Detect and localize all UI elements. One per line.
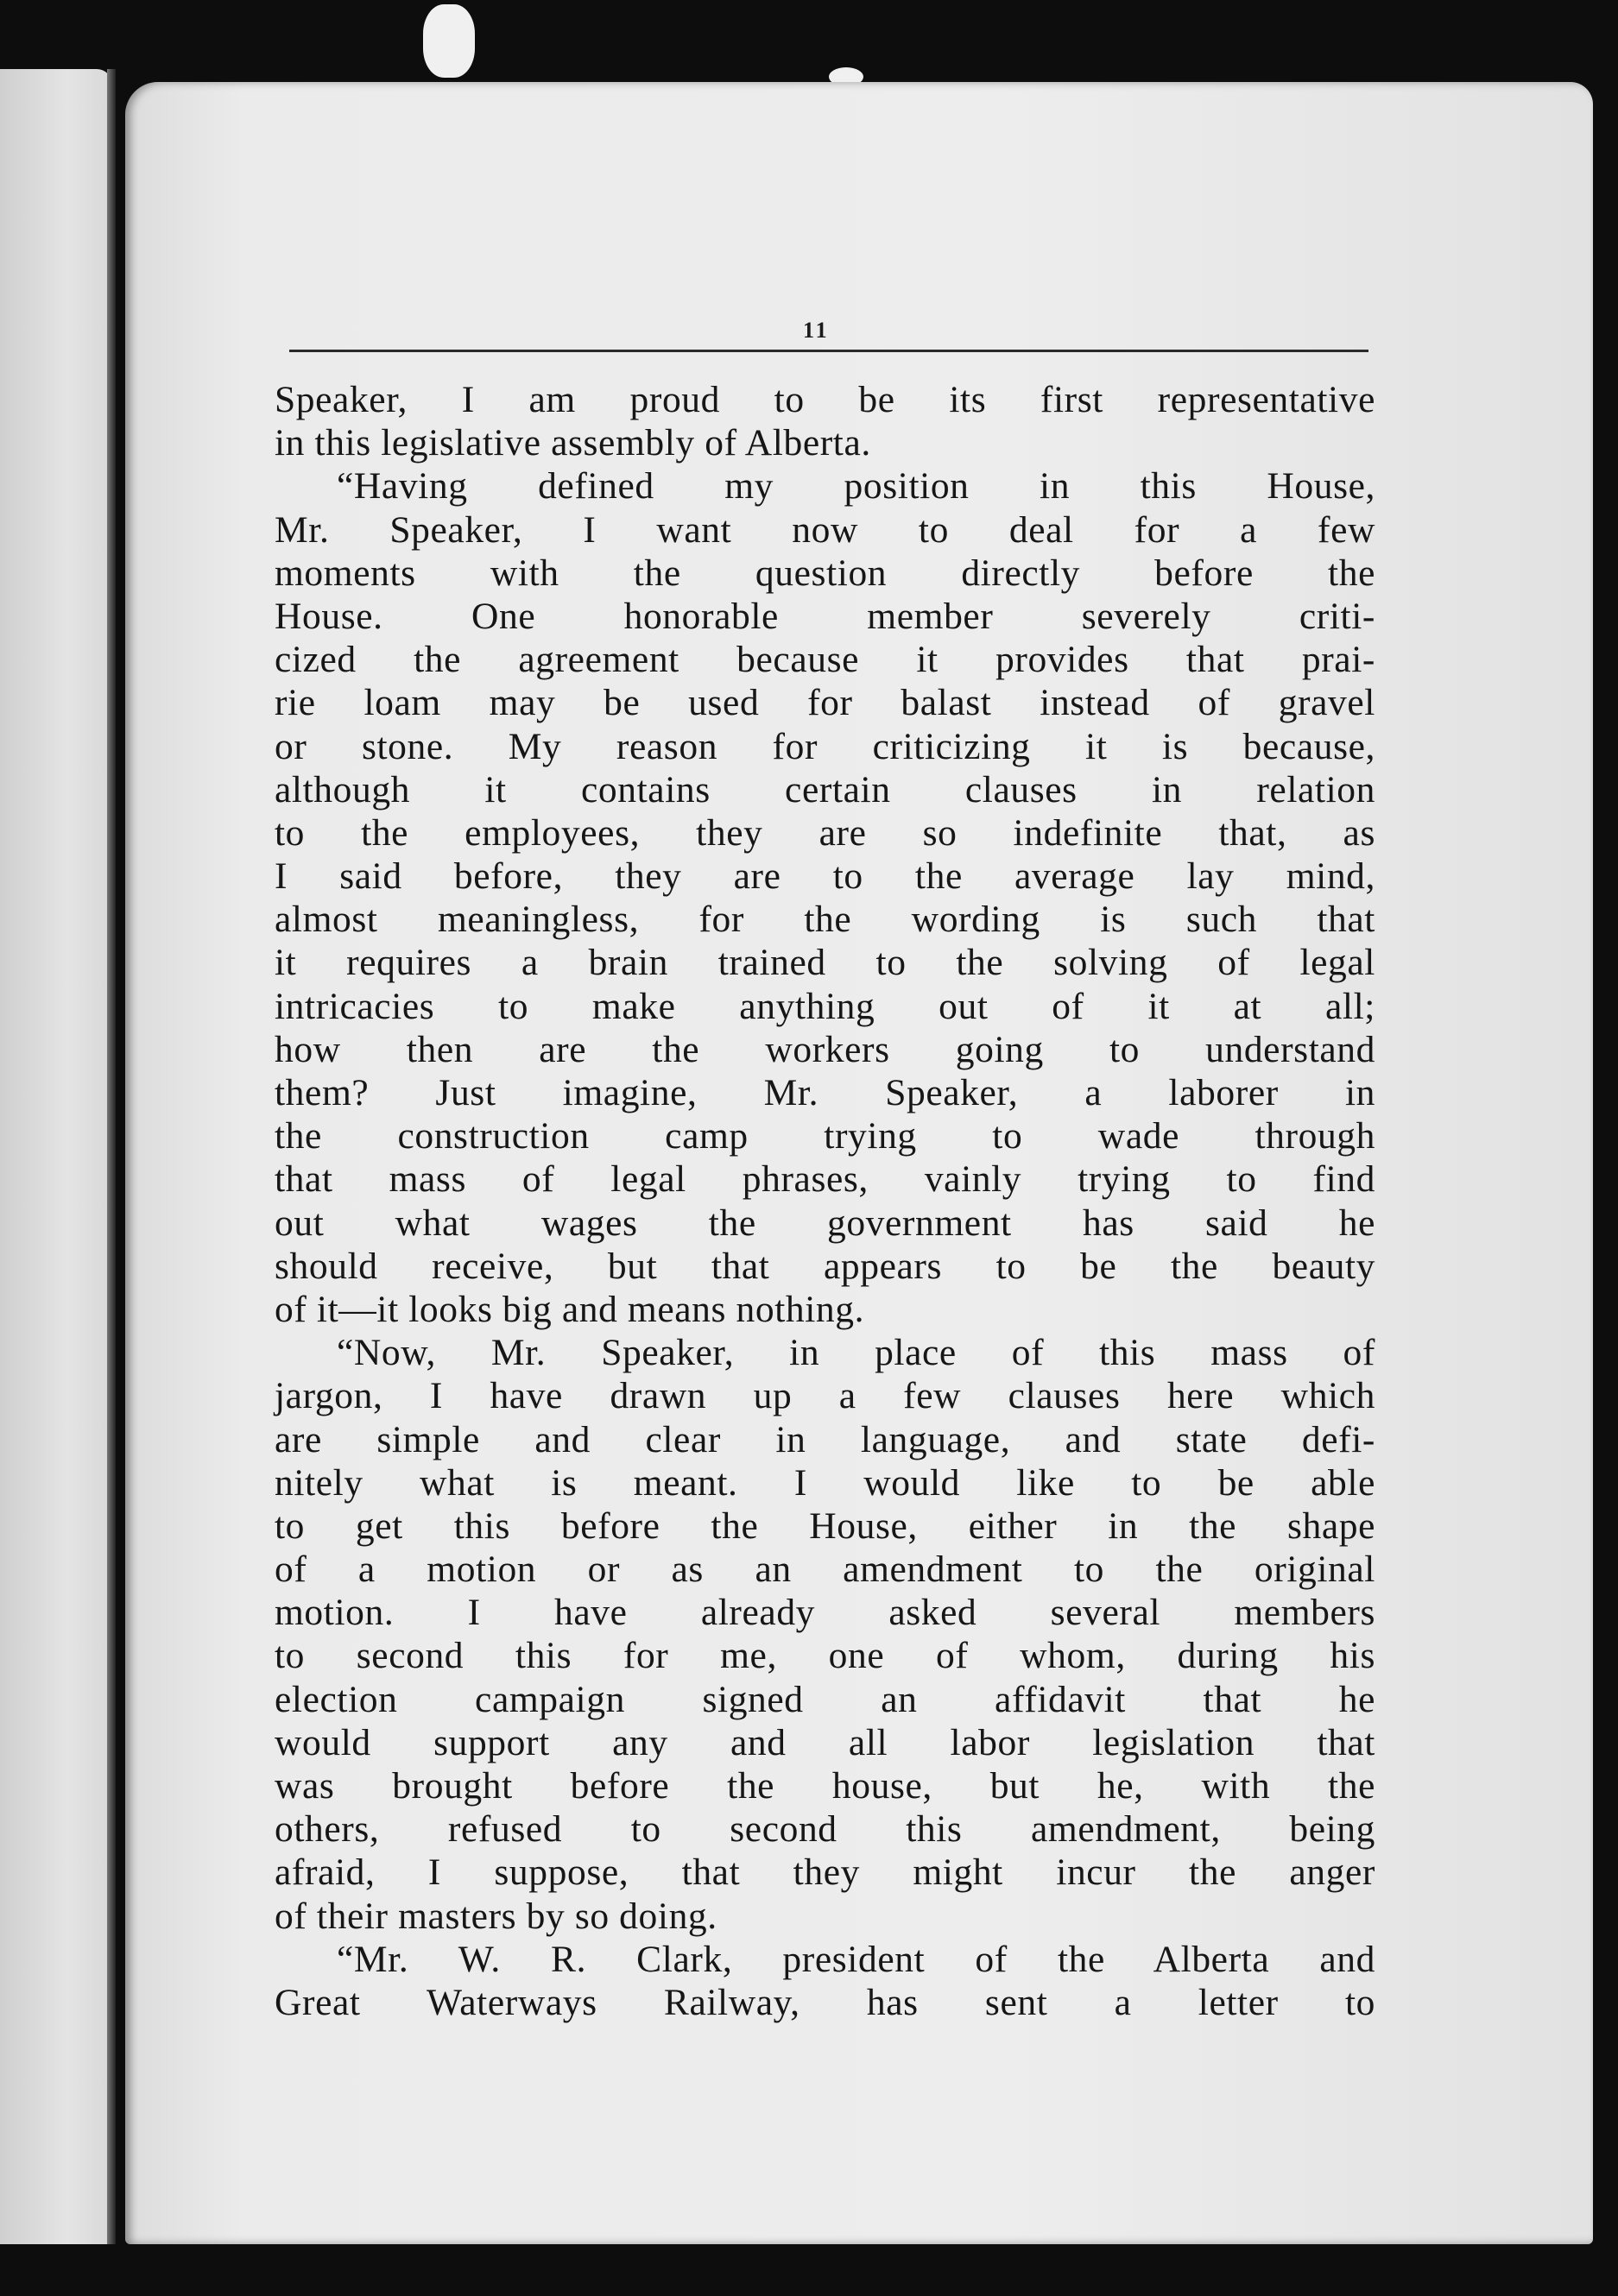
text-line: Speaker, I am proud to be its first representative [275,379,1375,420]
text-line: Mr. Speaker, I want now to deal for a few [275,508,1375,551]
text-line: that mass of legal phrases, vainly trying to find [275,1158,1375,1201]
text-line: should receive, but that appears to be the beauty [275,1245,1375,1287]
text-line: election campaign signed an affidavit that he [275,1678,1375,1720]
text-line: “Mr. W. R. Clark, president of the Alberta and [337,1938,1375,1980]
text-line: almost meaningless, for the wording is such that [275,899,1375,941]
text-line: intricacies to make anything out of it at all; [275,985,1375,1027]
text-line: are simple and clear in language, and state defi- [275,1418,1375,1460]
text-line: although it contains certain clauses in relation [275,768,1375,811]
text-line: in this legislative assembly of Alberta. [275,422,871,464]
text-line: House. One honorable member severely criti- [275,595,1375,637]
text-line: was brought before the house, but he, with the [275,1765,1375,1807]
text-line: of a motion or as an amendment to the original [275,1549,1375,1591]
text-line: afraid, I suppose, that they might incur the anger [275,1851,1375,1894]
text-line: to the employees, they are so indefinite that, as [275,811,1375,854]
text-line: moments with the question directly before the [275,552,1375,594]
text-line: or stone. My reason for criticizing it is because, [275,725,1375,767]
text-line: to get this before the House, either in the shape [275,1504,1375,1547]
text-line: nitely what is meant. I would like to be able [275,1461,1375,1504]
text-line: rie loam may be used for balast instead of gravel [275,682,1375,724]
text-line: Great Waterways Railway, has sent a letter to [275,1981,1375,2023]
text-line: “Having defined my position in this House, [337,465,1375,508]
text-line: of their masters by so doing. [275,1895,717,1937]
text-line: would support any and all labor legislation that [275,1721,1375,1763]
text-line: I said before, they are to the average lay mind, [275,855,1375,898]
text-line: the construction camp trying to wade through [275,1115,1375,1157]
text-line: cized the agreement because it provides that prai- [275,639,1375,681]
text-line: them? Just imagine, Mr. Speaker, a laborer in [275,1072,1375,1113]
text-line: others, refused to second this amendment, being [275,1808,1375,1851]
text-line: it requires a brain trained to the solving of legal [275,942,1375,984]
text-line: motion. I have already asked several members [275,1592,1375,1634]
body-text [275,378,1375,2024]
dust-speck [423,4,475,78]
text-line: out what wages the government has said he [275,1202,1375,1244]
text-line: to second this for me, one of whom, during his [275,1635,1375,1677]
page-number: 11 [803,318,830,343]
text-line: of it—it looks big and means nothing. [275,1288,865,1330]
text-line: “Now, Mr. Speaker, in place of this mass of [337,1332,1375,1374]
adjacent-page-edge [0,69,112,2244]
header-rule [289,350,1368,352]
text-line: how then are the workers going to understand [275,1028,1375,1070]
text-line: jargon, I have drawn up a few clauses here which [275,1375,1375,1417]
